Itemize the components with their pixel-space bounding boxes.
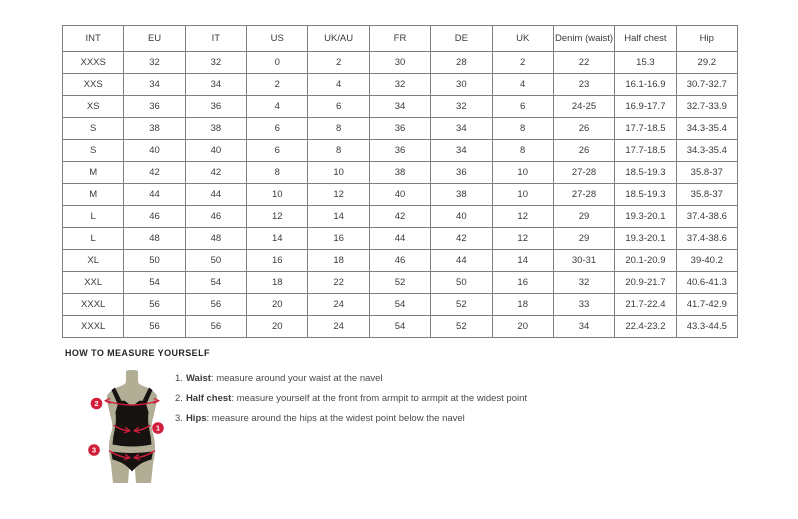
table-row	[63, 52, 738, 74]
table-cell: 35.8-37	[676, 162, 737, 184]
size-cell: M	[63, 162, 124, 184]
table-cell: 19.3-20.1	[615, 228, 676, 250]
step-text: : measure around the hips at the widest point below the navel	[206, 413, 465, 424]
table-cell: 34	[124, 74, 185, 96]
table-cell: 10	[492, 184, 553, 206]
size-cell: M	[63, 184, 124, 206]
size-cell: XXS	[63, 74, 124, 96]
table-cell: 4	[492, 74, 553, 96]
table-cell: 14	[492, 250, 553, 272]
table-cell: 18	[247, 272, 308, 294]
table-cell: 8	[247, 162, 308, 184]
table-cell: 34.3-35.4	[676, 118, 737, 140]
step-label: Waist	[185, 373, 211, 384]
measure-step-half-chest	[175, 394, 527, 404]
table-cell: 29	[553, 206, 614, 228]
table-cell: 44	[431, 250, 492, 272]
table-row	[63, 316, 738, 338]
table-cell: 15.3	[615, 52, 676, 74]
table-cell: 26	[553, 118, 614, 140]
table-cell: 38	[185, 118, 246, 140]
step-number: 2.	[175, 393, 183, 404]
table-row	[63, 250, 738, 272]
size-cell: S	[63, 140, 124, 162]
table-cell: 40	[369, 184, 430, 206]
table-cell: 54	[185, 272, 246, 294]
table-cell: 54	[369, 294, 430, 316]
table-cell: 33	[553, 294, 614, 316]
table-cell: 52	[431, 316, 492, 338]
table-cell: 36	[431, 162, 492, 184]
hips-badge	[88, 444, 100, 456]
waist-badge	[152, 422, 164, 434]
table-cell: 30-31	[553, 250, 614, 272]
step-label: Half chest	[185, 393, 232, 404]
table-cell: 16	[308, 228, 369, 250]
measure-title: HOW TO MEASURE YOURSELF	[65, 348, 210, 358]
table-cell: 2	[492, 52, 553, 74]
table-cell: 29.2	[676, 52, 737, 74]
table-cell: 18	[308, 250, 369, 272]
table-cell: 34.3-35.4	[676, 140, 737, 162]
table-row	[63, 162, 738, 184]
table-cell: 17.7-18.5	[615, 140, 676, 162]
table-cell: 14	[308, 206, 369, 228]
table-cell: 10	[247, 184, 308, 206]
table-cell: 27-28	[553, 184, 614, 206]
table-cell: 36	[369, 140, 430, 162]
table-cell: 6	[492, 96, 553, 118]
step-number: 1.	[175, 373, 183, 384]
table-cell: 56	[185, 294, 246, 316]
table-cell: 2	[308, 52, 369, 74]
table-cell: 52	[369, 272, 430, 294]
table-cell: 50	[185, 250, 246, 272]
table-cell: 32.7-33.9	[676, 96, 737, 118]
table-cell: 30.7-32.7	[676, 74, 737, 96]
table-cell: 34	[185, 74, 246, 96]
table-cell: 2	[247, 74, 308, 96]
table-cell: 16	[492, 272, 553, 294]
table-cell: 29	[553, 228, 614, 250]
table-cell: 32	[124, 52, 185, 74]
measure-step-hips	[175, 414, 527, 424]
table-cell: 46	[185, 206, 246, 228]
measure-steps	[175, 374, 527, 434]
table-cell: 22	[308, 272, 369, 294]
size-cell: XXXL	[63, 316, 124, 338]
table-cell: 14	[247, 228, 308, 250]
table-cell: 23	[553, 74, 614, 96]
table-cell: 34	[431, 140, 492, 162]
step-text: : measure yourself at the front from armpit to armpit at the widest point	[231, 393, 528, 404]
table-cell: 6	[247, 118, 308, 140]
table-cell: 42	[369, 206, 430, 228]
chest-badge-number: 2	[94, 399, 99, 409]
measure-section	[65, 348, 725, 513]
table-cell: 42	[124, 162, 185, 184]
table-cell: 4	[247, 96, 308, 118]
table-cell: 10	[308, 162, 369, 184]
table-cell: 40	[185, 140, 246, 162]
table-cell: 39-40.2	[676, 250, 737, 272]
table-cell: 46	[369, 250, 430, 272]
table-cell: 44	[369, 228, 430, 250]
table-cell: 40.6-41.3	[676, 272, 737, 294]
table-cell: 30	[369, 52, 430, 74]
table-cell: 16.1-16.9	[615, 74, 676, 96]
column-header: DE	[431, 26, 492, 52]
table-cell: 40	[124, 140, 185, 162]
table-cell: 28	[431, 52, 492, 74]
size-cell: XXXL	[63, 294, 124, 316]
table-cell: 32	[185, 52, 246, 74]
column-header: UK	[492, 26, 553, 52]
table-cell: 24	[308, 316, 369, 338]
table-row	[63, 118, 738, 140]
table-cell: 52	[431, 294, 492, 316]
table-cell: 12	[247, 206, 308, 228]
table-cell: 37.4-38.6	[676, 228, 737, 250]
table-cell: 12	[308, 184, 369, 206]
table-row	[63, 184, 738, 206]
table-cell: 30	[431, 74, 492, 96]
table-cell: 20.1-20.9	[615, 250, 676, 272]
table-cell: 42	[185, 162, 246, 184]
size-chart-body	[63, 52, 738, 338]
column-header: UK/AU	[308, 26, 369, 52]
table-cell: 18	[492, 294, 553, 316]
table-cell: 22.4-23.2	[615, 316, 676, 338]
table-cell: 38	[431, 184, 492, 206]
table-cell: 54	[124, 272, 185, 294]
table-cell: 4	[308, 74, 369, 96]
chest-badge	[91, 398, 103, 410]
table-cell: 50	[431, 272, 492, 294]
table-row	[63, 96, 738, 118]
table-cell: 12	[492, 228, 553, 250]
table-cell: 34	[369, 96, 430, 118]
column-header: FR	[369, 26, 430, 52]
column-header: IT	[185, 26, 246, 52]
size-cell: S	[63, 118, 124, 140]
table-row	[63, 74, 738, 96]
table-cell: 36	[185, 96, 246, 118]
table-cell: 34	[431, 118, 492, 140]
table-cell: 18.5-19.3	[615, 162, 676, 184]
table-row	[63, 272, 738, 294]
table-cell: 56	[185, 316, 246, 338]
table-cell: 40	[431, 206, 492, 228]
table-cell: 37.4-38.6	[676, 206, 737, 228]
size-cell: L	[63, 206, 124, 228]
table-cell: 16.9-17.7	[615, 96, 676, 118]
column-header: Denim (waist)	[553, 26, 614, 52]
table-row	[63, 294, 738, 316]
table-cell: 0	[247, 52, 308, 74]
size-chart-table	[62, 25, 738, 338]
step-label: Hips	[185, 413, 207, 424]
table-cell: 42	[431, 228, 492, 250]
table-cell: 20	[492, 316, 553, 338]
size-cell: XL	[63, 250, 124, 272]
size-chart-header	[63, 26, 738, 52]
size-cell: L	[63, 228, 124, 250]
table-cell: 24-25	[553, 96, 614, 118]
table-row	[63, 228, 738, 250]
table-cell: 18.5-19.3	[615, 184, 676, 206]
table-cell: 38	[124, 118, 185, 140]
mannequin-illustration	[84, 370, 180, 486]
table-cell: 35.8-37	[676, 184, 737, 206]
table-cell: 24	[308, 294, 369, 316]
table-cell: 32	[431, 96, 492, 118]
header-row	[63, 26, 738, 52]
table-cell: 56	[124, 316, 185, 338]
hips-badge-number: 3	[91, 445, 97, 455]
table-cell: 8	[492, 140, 553, 162]
table-cell: 16	[247, 250, 308, 272]
table-cell: 20	[247, 316, 308, 338]
step-number: 3.	[175, 413, 183, 424]
table-cell: 10	[492, 162, 553, 184]
column-header: Half chest	[615, 26, 676, 52]
table-cell: 46	[124, 206, 185, 228]
measure-step-waist	[175, 374, 527, 384]
table-cell: 48	[185, 228, 246, 250]
table-cell: 20.9-21.7	[615, 272, 676, 294]
table-cell: 34	[553, 316, 614, 338]
table-cell: 6	[308, 96, 369, 118]
table-cell: 48	[124, 228, 185, 250]
size-cell: XXXS	[63, 52, 124, 74]
table-cell: 32	[553, 272, 614, 294]
table-cell: 32	[369, 74, 430, 96]
table-cell: 44	[124, 184, 185, 206]
column-header: US	[247, 26, 308, 52]
table-cell: 20	[247, 294, 308, 316]
table-cell: 43.3-44.5	[676, 316, 737, 338]
column-header: Hip	[676, 26, 737, 52]
size-cell: XS	[63, 96, 124, 118]
column-header: INT	[63, 26, 124, 52]
table-cell: 54	[369, 316, 430, 338]
waist-badge-number: 1	[155, 423, 161, 433]
table-cell: 38	[369, 162, 430, 184]
table-cell: 26	[553, 140, 614, 162]
table-cell: 21.7-22.4	[615, 294, 676, 316]
table-cell: 19.3-20.1	[615, 206, 676, 228]
table-cell: 8	[492, 118, 553, 140]
table-cell: 36	[124, 96, 185, 118]
table-cell: 6	[247, 140, 308, 162]
table-cell: 27-28	[553, 162, 614, 184]
table-cell: 41.7-42.9	[676, 294, 737, 316]
table-cell: 17.7-18.5	[615, 118, 676, 140]
table-row	[63, 140, 738, 162]
table-cell: 50	[124, 250, 185, 272]
size-cell: XXL	[63, 272, 124, 294]
table-cell: 36	[369, 118, 430, 140]
table-cell: 56	[124, 294, 185, 316]
table-cell: 12	[492, 206, 553, 228]
step-text: : measure around your waist at the navel	[210, 373, 383, 384]
column-header: EU	[124, 26, 185, 52]
measurement-figure	[84, 370, 180, 486]
table-cell: 22	[553, 52, 614, 74]
table-cell: 8	[308, 118, 369, 140]
table-row	[63, 206, 738, 228]
table-cell: 44	[185, 184, 246, 206]
table-cell: 8	[308, 140, 369, 162]
